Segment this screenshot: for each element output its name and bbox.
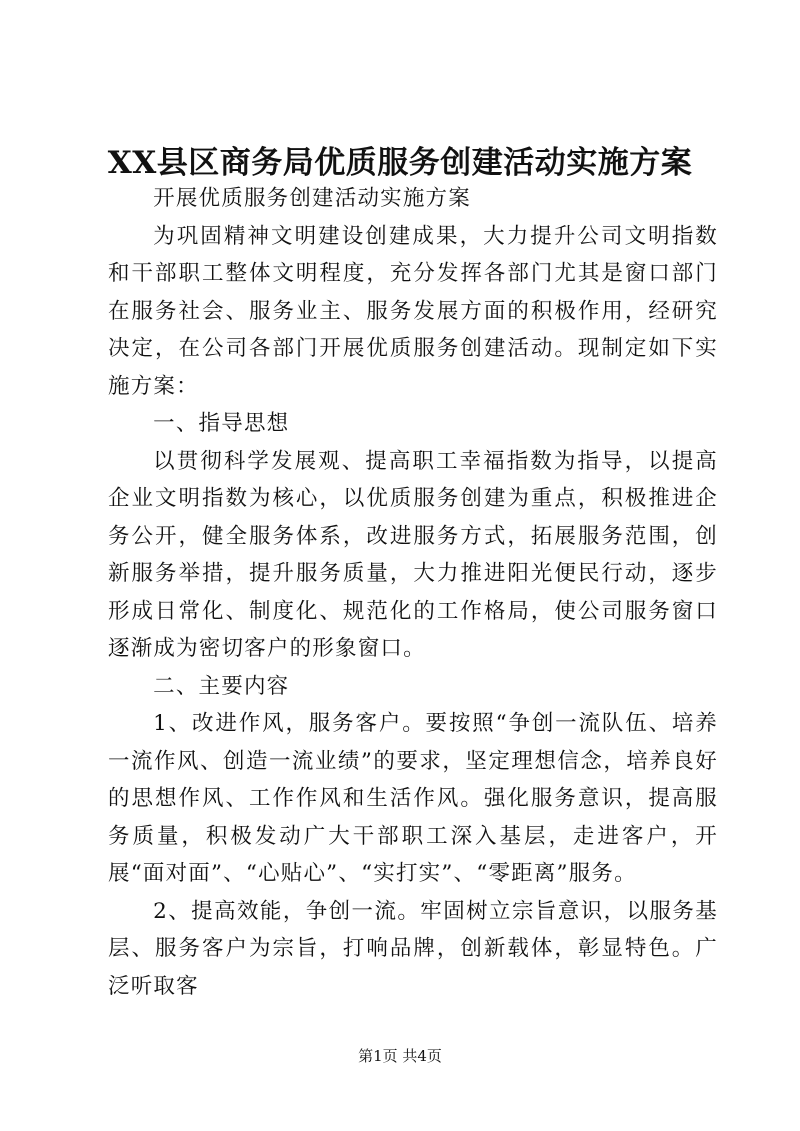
- intro-paragraph: 为巩固精神文明建设创建成果，大力提升公司文明指数和干部职工整体文明程度，充分发挥各部门尤其是窗口部门在服务社会、服务业主、服务发展方面的积极作用，经研究决定，在公司各部门开展优质服务创建活动。现制定如下实施方案：: [108, 223, 718, 399]
- guiding-thought-paragraph: 以贯彻科学发展观、提高职工幸福指数为指导，以提高企业文明指数为核心，以优质服务创建为重点，积极推进企务公开，健全服务体系，改进服务方式，拓展服务范围，创新服务举措，提升服务质量，大力推进阳光便民行动，逐步形成日常化、制度化、规范化的工作格局，使公司服务窗口逐渐成为密切客户的形象窗口。: [108, 448, 718, 661]
- main-content-item-1: 1、改进作风，服务客户。要按照“争创一流队伍、培养一流作风、创造一流业绩”的要求，坚定理想信念，培养良好的思想作风、工作作风和生活作风。强化服务意识，提高服务质量，积极发动广大干部职工深入基层，走进客户，开展“面对面”、“心贴心”、“实打实”、“零距离”服务。: [108, 711, 718, 886]
- subtitle-paragraph: 开展优质服务创建活动实施方案: [153, 186, 471, 211]
- page-number-footer: 第1页 共4页: [358, 1047, 442, 1065]
- document-body: [108, 180, 718, 1005]
- section-heading-guiding-thought: 一、指导思想: [153, 411, 290, 436]
- main-content-item-2: 2、提高效能，争创一流。牢固树立宗旨意识，以服务基层、服务客户为宗旨，打响品牌，创新载体，彰显特色。广泛听取客: [108, 898, 718, 999]
- document-title: XX县区商务局优质服务创建活动实施方案: [107, 145, 693, 181]
- section-heading-main-content: 二、主要内容: [153, 673, 290, 699]
